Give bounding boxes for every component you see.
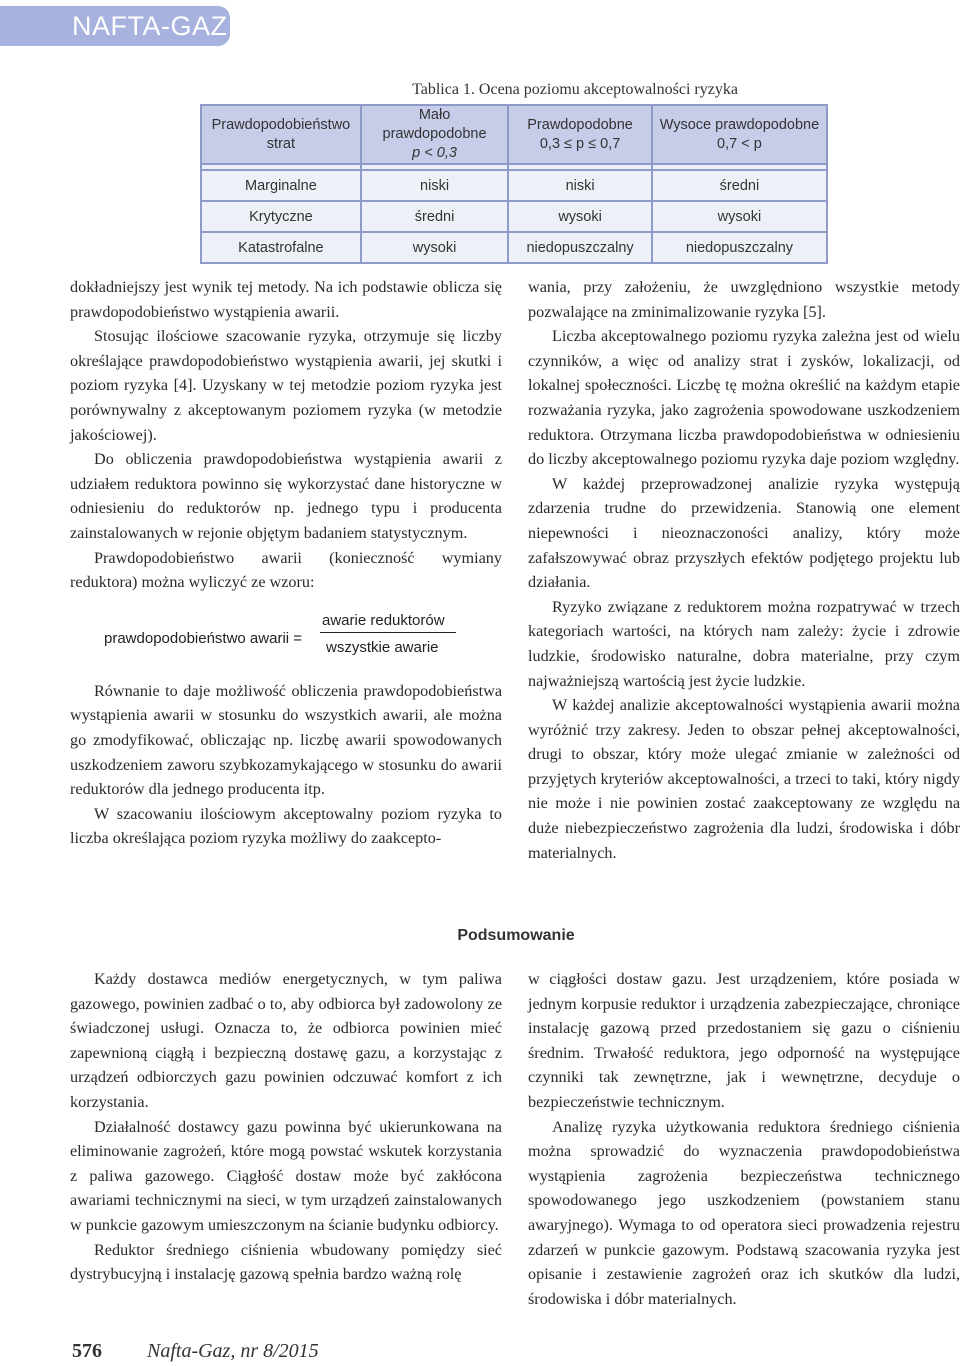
paragraph: Prawdopodobieństwo awarii (konieczność wymiany reduktora) można wyliczyć ze wzoru: <box>70 548 502 592</box>
paragraph: Działalność dostawcy gazu powinna być ukierunkowana na eliminowanie zagrożeń, które mogą powstać wskutek korzystania z paliwa gazowego. Ciągłość dostaw może być zakłócona awariami technicznymi na sieci, w tym urządzeń zainstalowanych w punkcie gazowym umieszczonym na ścianie budynku odbiorcy. <box>70 1117 502 1234</box>
table-caption: Tablica 1. Ocena poziomu akceptowalności ryzyka <box>412 81 738 98</box>
paragraph: Do obliczenia prawdopodobieństwa wystąpienia awarii z udziałem reduktora powinno się wykorzystać dane historyczne w odniesieniu do reduktorów np. jednego typu i producenta zainstalowanych w rejonie objętym badaniem statystycznym. <box>70 450 502 542</box>
paragraph: Ryzyko związane z reduktorem można rozpatrywać w trzech kategoriach wartości, na których nam zależy: życie i zdrowie ludzkie, środowisko naturalne, dobra materialne, przy czym najważniejszą wartością jest życie ludzkie. <box>528 597 960 690</box>
table-header-cell: Prawdopodobne 0,3 ≤ p ≤ 0,7 <box>508 105 652 164</box>
section-heading: Podsumowanie <box>457 927 575 944</box>
table-header-cell: Wysoce prawdopodobne 0,7 < p <box>652 105 827 164</box>
upper-right-column <box>528 275 960 865</box>
paragraph: Reduktor średniego ciśnienia wbudowany pomiędzy sieć dystrybucyjną i instalację gazową spełnia bardzo ważną rolę <box>70 1240 502 1284</box>
table-cell: średni <box>652 170 827 201</box>
lower-right-column <box>528 967 960 1311</box>
table-header-row <box>201 105 827 164</box>
table-cell: niedopuszczalny <box>652 232 827 263</box>
paragraph: dokładniejszy jest wynik tej metody. Na ich podstawie oblicza się prawdopodobieństwo wystąpienia awarii. <box>70 278 502 321</box>
table-cell: wysoki <box>508 201 652 232</box>
table-cell: średni <box>361 201 508 232</box>
table-row <box>201 232 827 263</box>
fraction-bar <box>320 632 456 633</box>
table-row <box>201 201 827 232</box>
upper-left-column <box>70 275 502 851</box>
formula-numerator: awarie reduktorów <box>322 611 445 629</box>
table-cell: Marginalne <box>201 170 361 201</box>
paragraph: Równanie to daje możliwość obliczenia prawdopodobieństwa wystąpienia awarii w stosunku do wszystkich awarii, ale można go zmodyfikować, obliczając np. liczbę awarii spowodowanych uszkodzeniem zaworu szybkozamykającego w stosunku do awarii reduktorów dla jednego producenta itp. <box>70 681 502 799</box>
table-cell: niedopuszczalny <box>508 232 652 263</box>
paragraph: wania, przy założeniu, że uwzględniono wszystkie metody pozwalające na zminimalizowanie ryzyka [5]. <box>528 278 960 321</box>
table-cell: Krytyczne <box>201 201 361 232</box>
formula-lhs: prawdopodobieństwo awarii = <box>104 629 303 647</box>
journal-header-tab <box>0 6 230 46</box>
paragraph: Liczba akceptowalnego poziomu ryzyka zależna jest od wielu czynników, a więc od analizy strat i zysków, lokalizacji, od lokalnej społeczności. Liczbę tę można określić na każdym etapie rozważania ryzyka, jako zagrożenia spowodowane uszkodzeniem reduktora. Otrzymana liczba prawdopodobieństwa w odniesieniu do liczby akceptowalnego poziomu ryzyka daje poziom względny. <box>528 327 960 469</box>
risk-acceptability-table <box>200 104 828 264</box>
paragraph: w ciągłości dostaw gazu. Jest urządzeniem, które posiada w jednym korpusie reduktor i urządzenia zabezpieczające, chroniące instalację gazową przed przedostaniem się gazu o ciśnieniu średnim. Trwałość reduktora, jego odporność na występujące czynniki tak zewnętrzne, jak i wewnętrzne, decyduje o bezpieczeństwie technicznym. <box>528 970 960 1111</box>
lower-left-column <box>70 967 502 1287</box>
paragraph: W szacowaniu ilościowym akceptowalny poziom ryzyka to liczba określająca poziom ryzyka możliwy do zaakcepto- <box>70 804 502 848</box>
table-cell: niski <box>361 170 508 201</box>
probability-formula <box>70 605 502 667</box>
table-row <box>201 170 827 201</box>
table-cell: niski <box>508 170 652 201</box>
page-number: 576 <box>72 1340 102 1362</box>
page-footer <box>72 1340 319 1363</box>
paragraph: Analizę ryzyka użytkowania reduktora średniego ciśnienia można sprowadzić do wyznaczenia prawdopodobieństwa wystąpienia zagrożenia bezpieczeństwa technicznego spowodowanego jego uszkodzeniem (powstaniem stanu awaryjnego). Wymaga to od operatora sieci prowadzenia rejestru zdarzeń w punkcie gazowym. Podstawą szacowania ryzyka jest opisanie i zestawienie zagrożeń oraz ich skutków dla ludzi, środowiska i dóbr materialnych. <box>528 1117 960 1308</box>
paragraph: Każdy dostawca mediów energetycznych, w tym paliwa gazowego, powinien zadbać o to, aby odbiorca był zadowolony ze świadczonej usługi. Oznacza to, że odbiorca powinien mieć zapewnioną ciągłą i bezpieczną dostawę gazu, a korzystając z urządzeń odbiorczych gazu powinien odczuwać komfort z ich korzystania. <box>70 970 502 1111</box>
table-cell: wysoki <box>652 201 827 232</box>
paragraph: W każdej analizie akceptowalności wystąpienia awarii można wyróżnić trzy zakresy. Jeden to obszar pełnej akceptowalności, drugi to obszar, który może ulegać zmianie w zależności od przyjętych kryteriów akceptowalności, a trzeci to taki, który nigdy nie może i nie powinien zostać zaakceptowany ze względu na duże niebezpieczeństwo zagrożenia dla ludzi, środowiska i dóbr materialnych. <box>528 696 960 862</box>
journal-brand: NAFTA-GAZ <box>72 11 228 41</box>
paragraph: Stosując ilościowe szacowanie ryzyka, otrzymuje się liczby określające prawdopodobieństwo wystąpienia awarii, jej skutki i poziom ryzyka [4]. Uzyskany w tej metodzie poziom ryzyka jest porównywalny z akceptowanym poziomem ryzyka (w metodzie jakościowej). <box>70 327 502 444</box>
table-cell: wysoki <box>361 232 508 263</box>
table-header-cell: Mało prawdopodobne p < 0,3 <box>361 105 508 164</box>
journal-citation: Nafta-Gaz, nr 8/2015 <box>147 1340 319 1362</box>
table-cell: Katastrofalne <box>201 232 361 263</box>
table-header-cell: Prawdopodobieństwo strat <box>201 105 361 164</box>
formula-denominator: wszystkie awarie <box>326 638 439 656</box>
paragraph: W każdej przeprowadzonej analizie ryzyka występują zdarzenia trudne do przewidzenia. Stanowią one element niepewności i nieoznaczoności analizy, który może zafałszowywać obraz przyszłych efektów podjętego projektu lub działania. <box>528 474 960 592</box>
